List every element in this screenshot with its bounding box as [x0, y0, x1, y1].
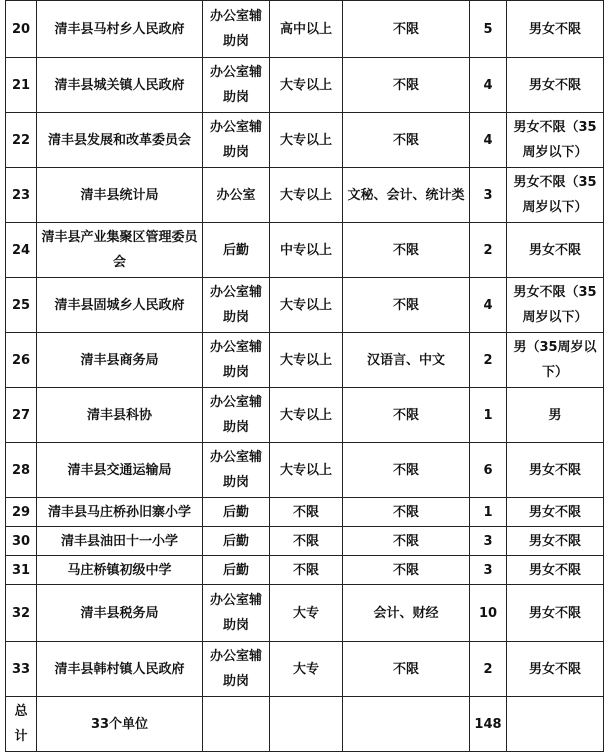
table-row	[6, 168, 604, 223]
major: 不限	[343, 58, 470, 113]
requirement: 男女不限（35周岁以下）	[507, 113, 604, 168]
headcount: 4	[470, 278, 507, 333]
total-headcount: 148	[470, 697, 507, 752]
row-number: 25	[6, 278, 37, 333]
total-row	[6, 697, 604, 752]
education: 高中以上	[270, 1, 343, 58]
requirement: 男女不限	[507, 58, 604, 113]
unit-name: 清丰县商务局	[37, 333, 203, 388]
unit-name: 清丰县统计局	[37, 168, 203, 223]
education: 大专以上	[270, 168, 343, 223]
requirement: 男女不限	[507, 585, 604, 642]
education: 大专以上	[270, 278, 343, 333]
table-row	[6, 333, 604, 388]
unit-name: 清丰县油田十一小学	[37, 527, 203, 556]
education: 不限	[270, 556, 343, 585]
unit-name: 清丰县发展和改革委员会	[37, 113, 203, 168]
recruitment-table	[5, 0, 604, 752]
position: 后勤	[203, 527, 270, 556]
table-row	[6, 113, 604, 168]
requirement: 男女不限	[507, 223, 604, 278]
education: 大专以上	[270, 443, 343, 498]
row-number: 20	[6, 1, 37, 58]
total-unit-count: 33个单位	[37, 697, 203, 752]
row-number: 30	[6, 527, 37, 556]
headcount: 1	[470, 388, 507, 443]
education: 中专以上	[270, 223, 343, 278]
position: 办公室辅助岗	[203, 58, 270, 113]
headcount: 3	[470, 168, 507, 223]
requirement: 男女不限	[507, 443, 604, 498]
education: 不限	[270, 527, 343, 556]
position: 办公室辅助岗	[203, 113, 270, 168]
table-row	[6, 443, 604, 498]
headcount: 5	[470, 1, 507, 58]
row-number: 27	[6, 388, 37, 443]
education: 大专以上	[270, 113, 343, 168]
unit-name: 清丰县马庄桥孙旧寨小学	[37, 498, 203, 527]
major: 不限	[343, 113, 470, 168]
major: 不限	[343, 556, 470, 585]
empty-cell	[507, 697, 604, 752]
requirement: 男女不限	[507, 1, 604, 58]
position: 办公室	[203, 168, 270, 223]
table-row	[6, 556, 604, 585]
requirement: 男（35周岁以下）	[507, 333, 604, 388]
major: 不限	[343, 278, 470, 333]
row-number: 28	[6, 443, 37, 498]
headcount: 2	[470, 223, 507, 278]
table-row	[6, 1, 604, 58]
requirement: 男女不限	[507, 642, 604, 697]
headcount: 3	[470, 527, 507, 556]
position: 办公室辅助岗	[203, 1, 270, 58]
major: 不限	[343, 527, 470, 556]
table-row	[6, 388, 604, 443]
position: 办公室辅助岗	[203, 333, 270, 388]
unit-name: 清丰县税务局	[37, 585, 203, 642]
unit-name: 清丰县固城乡人民政府	[37, 278, 203, 333]
requirement: 男女不限	[507, 498, 604, 527]
table-row	[6, 223, 604, 278]
major: 不限	[343, 388, 470, 443]
position: 后勤	[203, 556, 270, 585]
education: 大专以上	[270, 58, 343, 113]
position: 后勤	[203, 223, 270, 278]
row-number: 21	[6, 58, 37, 113]
education: 不限	[270, 498, 343, 527]
unit-name: 清丰县马村乡人民政府	[37, 1, 203, 58]
position: 办公室辅助岗	[203, 278, 270, 333]
headcount: 3	[470, 556, 507, 585]
position: 办公室辅助岗	[203, 642, 270, 697]
unit-name: 清丰县城关镇人民政府	[37, 58, 203, 113]
major: 不限	[343, 443, 470, 498]
requirement: 男女不限	[507, 527, 604, 556]
row-number: 29	[6, 498, 37, 527]
major: 会计、财经	[343, 585, 470, 642]
education: 大专	[270, 642, 343, 697]
education: 大专	[270, 585, 343, 642]
unit-name: 清丰县韩村镇人民政府	[37, 642, 203, 697]
position: 后勤	[203, 498, 270, 527]
requirement: 男女不限（35周岁以下）	[507, 168, 604, 223]
position: 办公室辅助岗	[203, 388, 270, 443]
headcount: 4	[470, 113, 507, 168]
unit-name: 清丰县产业集聚区管理委员会	[37, 223, 203, 278]
major: 不限	[343, 498, 470, 527]
empty-cell	[343, 697, 470, 752]
unit-name: 清丰县科协	[37, 388, 203, 443]
education: 大专以上	[270, 333, 343, 388]
row-number: 22	[6, 113, 37, 168]
unit-name: 清丰县交通运输局	[37, 443, 203, 498]
table-row	[6, 642, 604, 697]
table-row	[6, 58, 604, 113]
headcount: 6	[470, 443, 507, 498]
row-number: 23	[6, 168, 37, 223]
row-number: 24	[6, 223, 37, 278]
empty-cell	[203, 697, 270, 752]
row-number: 33	[6, 642, 37, 697]
requirement: 男女不限（35周岁以下）	[507, 278, 604, 333]
table-row	[6, 527, 604, 556]
headcount: 1	[470, 498, 507, 527]
unit-name: 马庄桥镇初级中学	[37, 556, 203, 585]
table-row	[6, 278, 604, 333]
empty-cell	[270, 697, 343, 752]
headcount: 2	[470, 642, 507, 697]
major: 不限	[343, 642, 470, 697]
major: 文秘、会计、统计类	[343, 168, 470, 223]
education: 大专以上	[270, 388, 343, 443]
major: 汉语言、中文	[343, 333, 470, 388]
requirement: 男	[507, 388, 604, 443]
requirement: 男女不限	[507, 556, 604, 585]
row-number: 31	[6, 556, 37, 585]
row-number: 32	[6, 585, 37, 642]
major: 不限	[343, 1, 470, 58]
total-label: 总计	[6, 697, 37, 752]
row-number: 26	[6, 333, 37, 388]
position: 办公室辅助岗	[203, 585, 270, 642]
headcount: 4	[470, 58, 507, 113]
headcount: 2	[470, 333, 507, 388]
major: 不限	[343, 223, 470, 278]
table-row	[6, 585, 604, 642]
position: 办公室辅助岗	[203, 443, 270, 498]
headcount: 10	[470, 585, 507, 642]
table-row	[6, 498, 604, 527]
